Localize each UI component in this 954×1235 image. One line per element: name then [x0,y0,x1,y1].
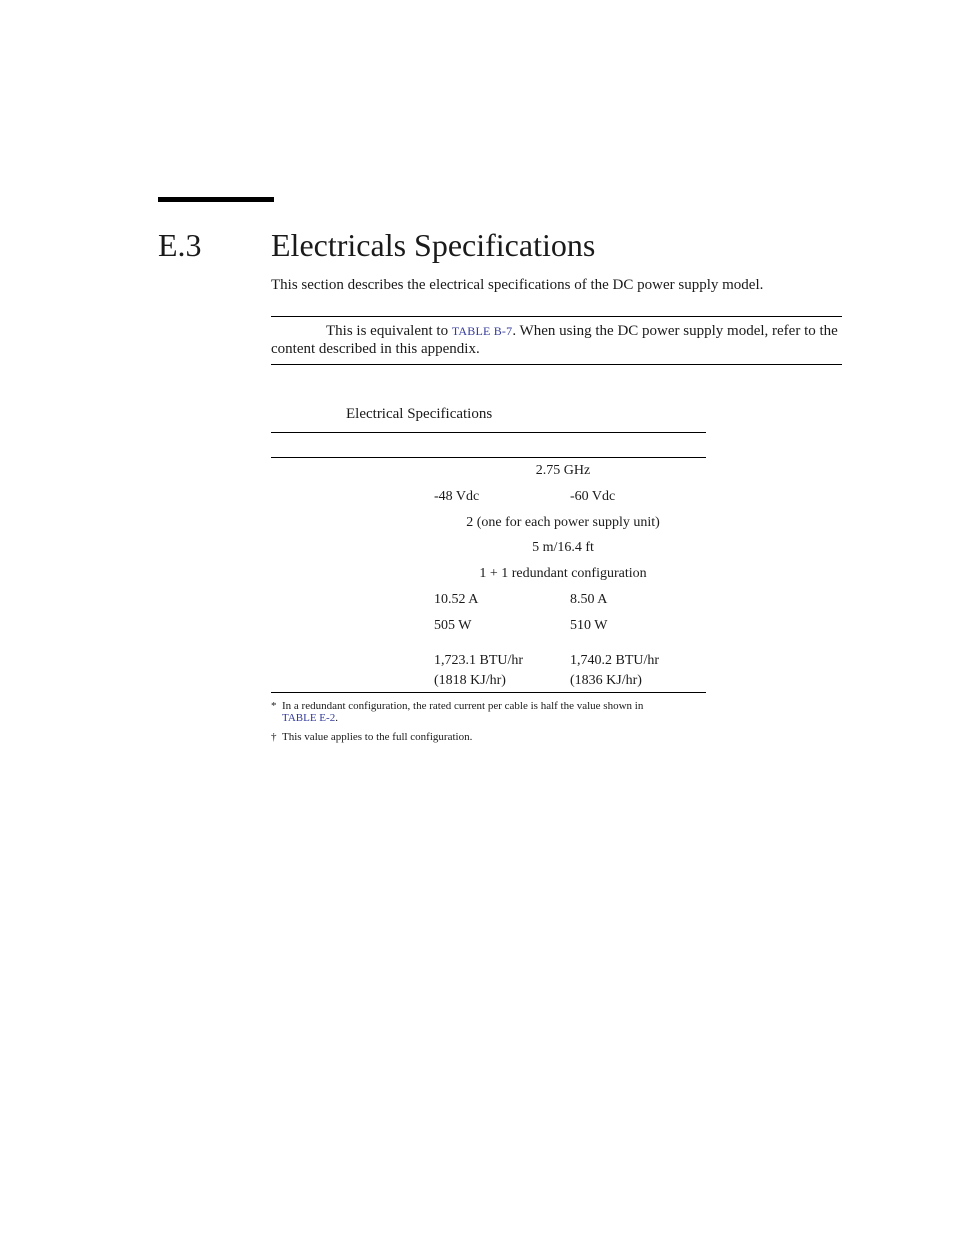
table-cell-current-1: 10.52 A [434,592,479,607]
footnote-mark-2: † [271,731,277,743]
note-text-after: . When using the DC power supply model, refer to the content described in this appendix. [271,323,838,357]
table-b7-link[interactable]: TABLE B-7 [451,324,513,338]
table-cell-cord-length: 5 m/16.4 ft [532,540,594,555]
section-rule [158,197,274,202]
footnote-2: This value applies to the full configuration. [282,731,473,743]
table-top-rule [271,432,706,433]
table-cell-power-1: 505 W [434,618,472,633]
table-cell-current-2: 8.50 A [570,592,608,607]
note-box [271,322,842,358]
footnote-mark-1: * [271,700,277,712]
table-cell-frequency: 2.75 GHz [535,463,591,478]
note-top-rule [271,316,842,317]
note-text-before: This is equivalent to [326,323,452,339]
table-cell-heat-1: 1,723.1 BTU/hr [434,653,524,668]
table-cell-redundancy: 1 + 1 redundant configuration [479,566,647,581]
table-cell-heat-1-kj: (1818 KJ/hr) [434,673,506,688]
table-header-rule [271,457,706,458]
table-cell-heat-2: 1,740.2 BTU/hr [570,653,660,668]
table-cell-voltage-1: -48 Vdc [434,489,480,504]
section-number: E.3 [158,227,202,263]
table-cell-voltage-2: -60 Vdc [570,489,616,504]
section-intro: This section describes the electrical specifications of the DC power supply model. [271,277,764,293]
footnote-1-text: In a redundant configuration, the rated current per cable is half the value shown in [282,700,644,712]
table-bottom-rule [271,692,706,693]
table-caption: Electrical Specifications [346,406,493,422]
table-cell-power-2: 510 W [570,618,608,633]
table-cell-power-cords: 2 (one for each power supply unit) [466,515,660,530]
table-e2-link[interactable]: TABLE E-2 [282,712,336,724]
footnote-1-suffix: . [335,712,338,724]
note-bottom-rule [271,364,842,365]
table-cell-heat-2-kj: (1836 KJ/hr) [570,673,642,688]
section-title: Electricals Specifications [271,227,596,263]
footnote-1 [282,700,702,724]
